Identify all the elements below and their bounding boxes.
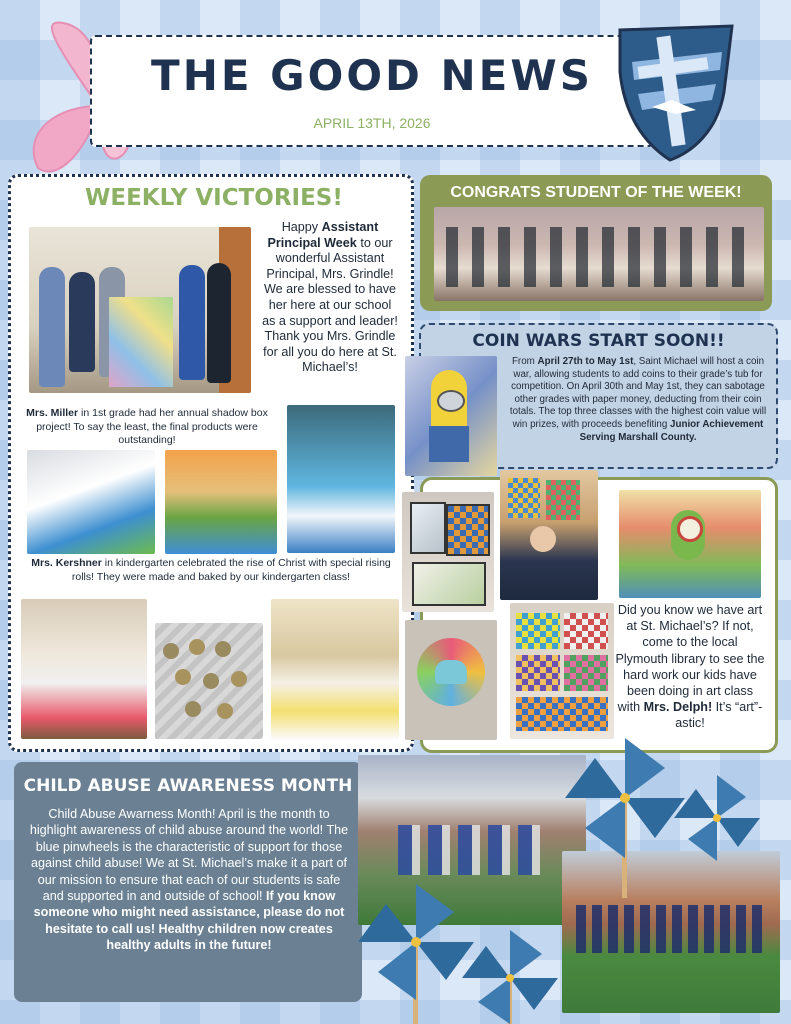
- pinwheel-icon: [674, 775, 760, 875]
- art-gallery-photo-2: [510, 603, 614, 739]
- monster-painting-photo: [619, 490, 761, 598]
- student-art-photo: [500, 470, 598, 600]
- art-text: Did you know we have art at St. Michael’s? If not, come to the local Plymouth library to see the hard work our kids have been doing in art class with Mrs. Delph! It’s “art”-astic!: [615, 603, 765, 731]
- pinwheel-icon: [358, 884, 474, 1024]
- coin-wars-text: From April 27th to May 1st, Saint Michael will host a coin war, allowing students to add coins to their grade’s tub for competition. On April 30th and May 1st, they can sabotage other grades with paper money, deducting from their coin totals. The top three classes with the highest coin value will win prizes, with proceeds benefiting Junior Achievement Serving Marshall County.: [509, 356, 767, 443]
- newsletter-date: APRIL 13TH, 2026: [313, 115, 431, 131]
- student-of-week-panel: [420, 175, 772, 311]
- student-of-week-heading: CONGRATS STUDENT OF THE WEEK!: [450, 184, 742, 201]
- kindergarten-students-photo: [271, 599, 399, 739]
- newsletter-header: [90, 35, 654, 147]
- assistant-principal-text: Happy Assistant Principal Week to our wonderful Assistant Principal, Mrs. Grindle! We are blessed to have her here at our school as a support and leader! Thank you Mrs. Grindle for all you do here at St. Michael’s!: [262, 220, 398, 375]
- weekly-victories-panel: [8, 174, 414, 752]
- shadow-box-photo-1: [27, 450, 155, 554]
- shadow-box-caption: Mrs. Miller in 1st grade had her annual shadow box project! To say the least, the final products were outstanding!: [26, 407, 268, 446]
- child-abuse-awareness-panel: [14, 762, 362, 1002]
- coin-wars-heading: COIN WARS START SOON!!: [472, 331, 725, 351]
- pinwheel-icon: [565, 738, 685, 898]
- child-abuse-heading: CHILD ABUSE AWARENESS MONTH: [23, 776, 353, 796]
- pinwheel-icon: [462, 930, 558, 1024]
- kindergarten-class-photo: [21, 599, 147, 739]
- shield-cross-logo: [612, 22, 740, 164]
- rising-rolls-photo: [155, 623, 263, 739]
- assistant-principal-photo: [29, 227, 251, 393]
- student-of-week-photo: [434, 207, 764, 301]
- art-gallery-photo-1: [402, 492, 494, 612]
- shadow-box-photo-2: [165, 450, 277, 554]
- shadow-box-photo-3: [287, 405, 395, 553]
- minion-bank-photo: [405, 356, 497, 476]
- heart-collage-photo: [405, 620, 497, 740]
- rising-rolls-caption: Mrs. Kershner in kindergarten celebrated the rise of Christ with special rising rolls! They were made and baked by our kindergarten class!: [31, 557, 391, 583]
- newsletter-title: THE GOOD NEWS: [151, 51, 593, 100]
- child-abuse-text: Child Abuse Awarness Month! April is the month to highlight awareness of child abuse around the world! The blue pinwheels is the characteristic of support for those against child abuse! We at St. Michael’s make it a part of our mission to ensure that each of our students is safe and supported in and outside of school! If you know someone who might need assistance, please do not hesitate to call us! Healthy children now creates healthy adults in the future!: [29, 807, 349, 953]
- weekly-victories-heading: WEEKLY VICTORIES!: [85, 185, 343, 211]
